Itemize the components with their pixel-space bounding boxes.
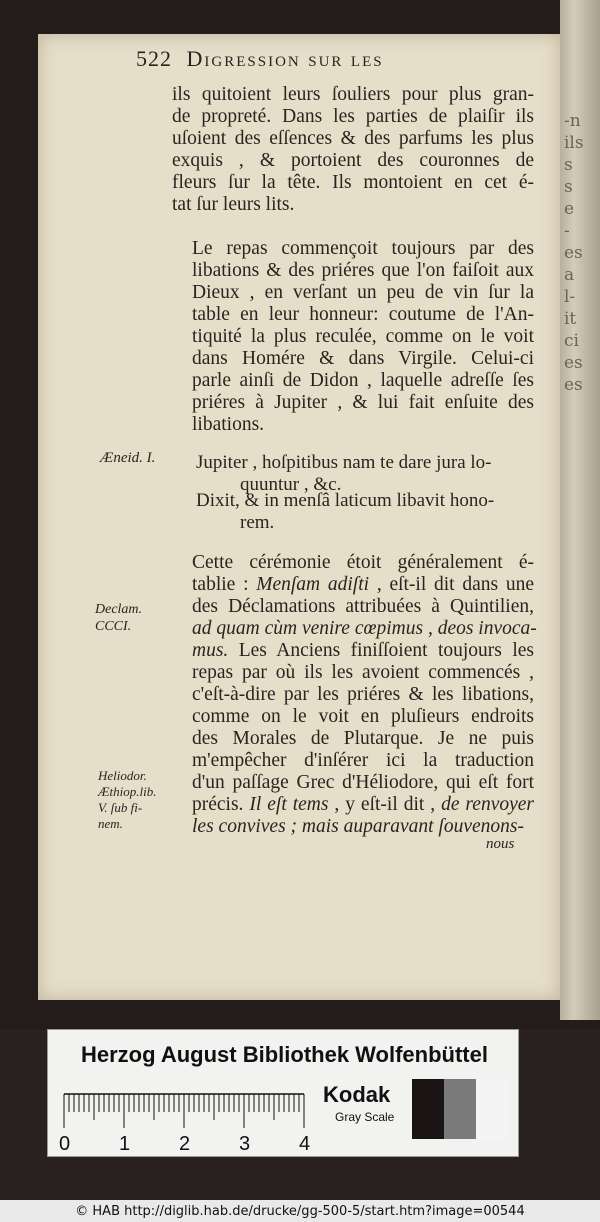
paragraph-2-line: libations & des priéres que l'on faiſoit aux [192, 260, 534, 281]
paragraph-3-line: comme on le voit en pluſieurs endroits [192, 706, 534, 727]
ruler-label: 0 [59, 1133, 71, 1155]
paragraph-3-line: précis. Il eſt tems , y eſt-il dit , de renvoyer [192, 794, 535, 815]
quote-line-3: Dixit, & in menſâ laticum libavit hono- [196, 490, 495, 511]
neighbor-page-fragment: l- [564, 287, 576, 307]
ruler-label: 3 [239, 1133, 251, 1155]
kodak-logo: Kodak [323, 1082, 391, 1107]
margin-note-heliodorus-line-3: V. ſub fi- [98, 800, 143, 815]
catchword: nous [486, 836, 515, 852]
neighbor-page-fragment: s [564, 177, 573, 197]
quote-line-2: quuntur , &c. [240, 474, 342, 495]
paragraph-2-line: parle ainſi de Didon , laquelle adreſſe ſes [192, 370, 534, 391]
gray-swatch [412, 1079, 444, 1139]
margin-note-heliodorus-line-4: nem. [98, 816, 123, 831]
ruler-label: 1 [119, 1133, 131, 1155]
margin-note-heliodorus [98, 768, 157, 832]
paragraph-1-line: fleurs ſur la tête. Ils montoient en cet é- [172, 172, 534, 193]
page-number: 522 [136, 46, 172, 71]
paragraph-2-line: libations. [192, 414, 265, 435]
paragraph-1-line: ils quitoient leurs ſouliers pour plus gran- [172, 84, 534, 105]
ruler-label: 2 [179, 1133, 191, 1155]
footer-copyright: © HAB http://diglib.hab.de/drucke/gg-500-5/start.htm?image=00544 [0, 1200, 600, 1222]
paragraph-1 [172, 84, 534, 216]
neighbor-page-fragment: es [564, 243, 583, 263]
paragraph-3-line: d'un paſſage Grec d'Héliodore, qui eſt fort [192, 772, 534, 793]
paragraph-1-line: de propreté. Dans les parties de plaiſir ils [172, 106, 534, 127]
neighbor-page-fragment: ci [564, 331, 579, 351]
paragraph-3-line: Cette cérémonie étoit généralement é- [192, 552, 534, 573]
paragraph-3-line: mus. Les Anciens finiſſoient toujours les [192, 640, 534, 661]
margin-note-aeneid: Æneid. I. [100, 450, 156, 466]
color-calibration-card [47, 1029, 519, 1157]
paragraph-3-line: des Morales de Plutarque. Je ne puis [192, 728, 534, 749]
paragraph-2-line: Dieux , en verſant un peu de vin ſur la [192, 282, 534, 303]
paragraph-2-line: dans Homére & dans Virgile. Celui-ci [192, 348, 534, 369]
paragraph-1-line: uſoient des eſſences & des parfums les plus [172, 128, 534, 149]
neighbor-page-fragment: ils [564, 133, 584, 153]
paragraph-2-line: tiquité la plus reculée, comme on le voit [192, 326, 534, 347]
gray-scale-label: Gray Scale [335, 1110, 395, 1124]
running-header [136, 46, 516, 76]
gray-swatch [444, 1079, 476, 1139]
margin-note-declamation-line-1: Declam. [95, 602, 143, 617]
paragraph-3-line: les convives ; mais auparavant ſouvenons- [192, 816, 524, 837]
paragraph-3-line: repas par où ils les avoient commencés , [192, 662, 534, 683]
neighbor-page-edge [560, 0, 600, 1020]
neighbor-page-fragment: e [564, 199, 575, 219]
measurement-ruler [59, 1086, 362, 1156]
paragraph-3-line: m'empêcher d'inſérer ici la traduction [192, 750, 534, 771]
neighbor-page-fragment: es [564, 353, 583, 373]
margin-note-heliodorus-line-1: Heliodor. [98, 768, 147, 783]
paragraph-3 [172, 552, 537, 838]
margin-note-declamation-line-2: CCCI. [95, 619, 132, 634]
neighbor-page-fragment: s [564, 155, 573, 175]
paragraph-3-line: des Déclamations attribuées à Quintilien, [192, 596, 534, 617]
running-title: Digression sur les [186, 46, 384, 71]
neighbor-page-fragment: - [564, 221, 570, 241]
paragraph-1-line: tat ſur leurs lits. [172, 194, 295, 215]
paragraph-1-line: exquis , & portoient des couronnes de [172, 150, 534, 171]
neighbor-page-fragment: it [564, 309, 577, 329]
quote-line-1: Jupiter , hoſpitibus nam te dare jura lo- [196, 452, 492, 473]
library-name: Herzog August Bibliothek Wolfenbüttel [81, 1042, 488, 1067]
neighbor-page-fragment: -n [564, 111, 581, 131]
paragraph-3-line: c'eſt-à-dire par les priéres & les libations, [192, 684, 534, 705]
paragraph-2-line: priéres à Jupiter , & lui fait enſuite des [192, 392, 534, 413]
paragraph-2 [172, 238, 534, 436]
neighbor-page-fragment: a [564, 265, 575, 285]
paragraph-2-line: Le repas commençoit toujours par des [192, 238, 534, 259]
margin-note-heliodorus-line-2: Æthiop.lib. [98, 784, 157, 799]
neighbor-page-fragment: es [564, 375, 583, 395]
paragraph-3-line: ad quam cùm venire cœpimus , deos invoca- [192, 618, 537, 639]
ruler-label: 4 [299, 1133, 311, 1155]
paragraph-2-line: table en leur honneur: coutume de l'An- [192, 304, 534, 325]
gray-swatch [476, 1079, 508, 1139]
margin-note-declamation [95, 601, 142, 635]
neighbor-page-text [564, 110, 596, 396]
quote-line-4: rem. [240, 512, 275, 533]
gray-scale-swatches [412, 1079, 508, 1139]
paragraph-3-line: tablie : Menſam adiſti , eſt-il dit dans une [192, 574, 534, 595]
